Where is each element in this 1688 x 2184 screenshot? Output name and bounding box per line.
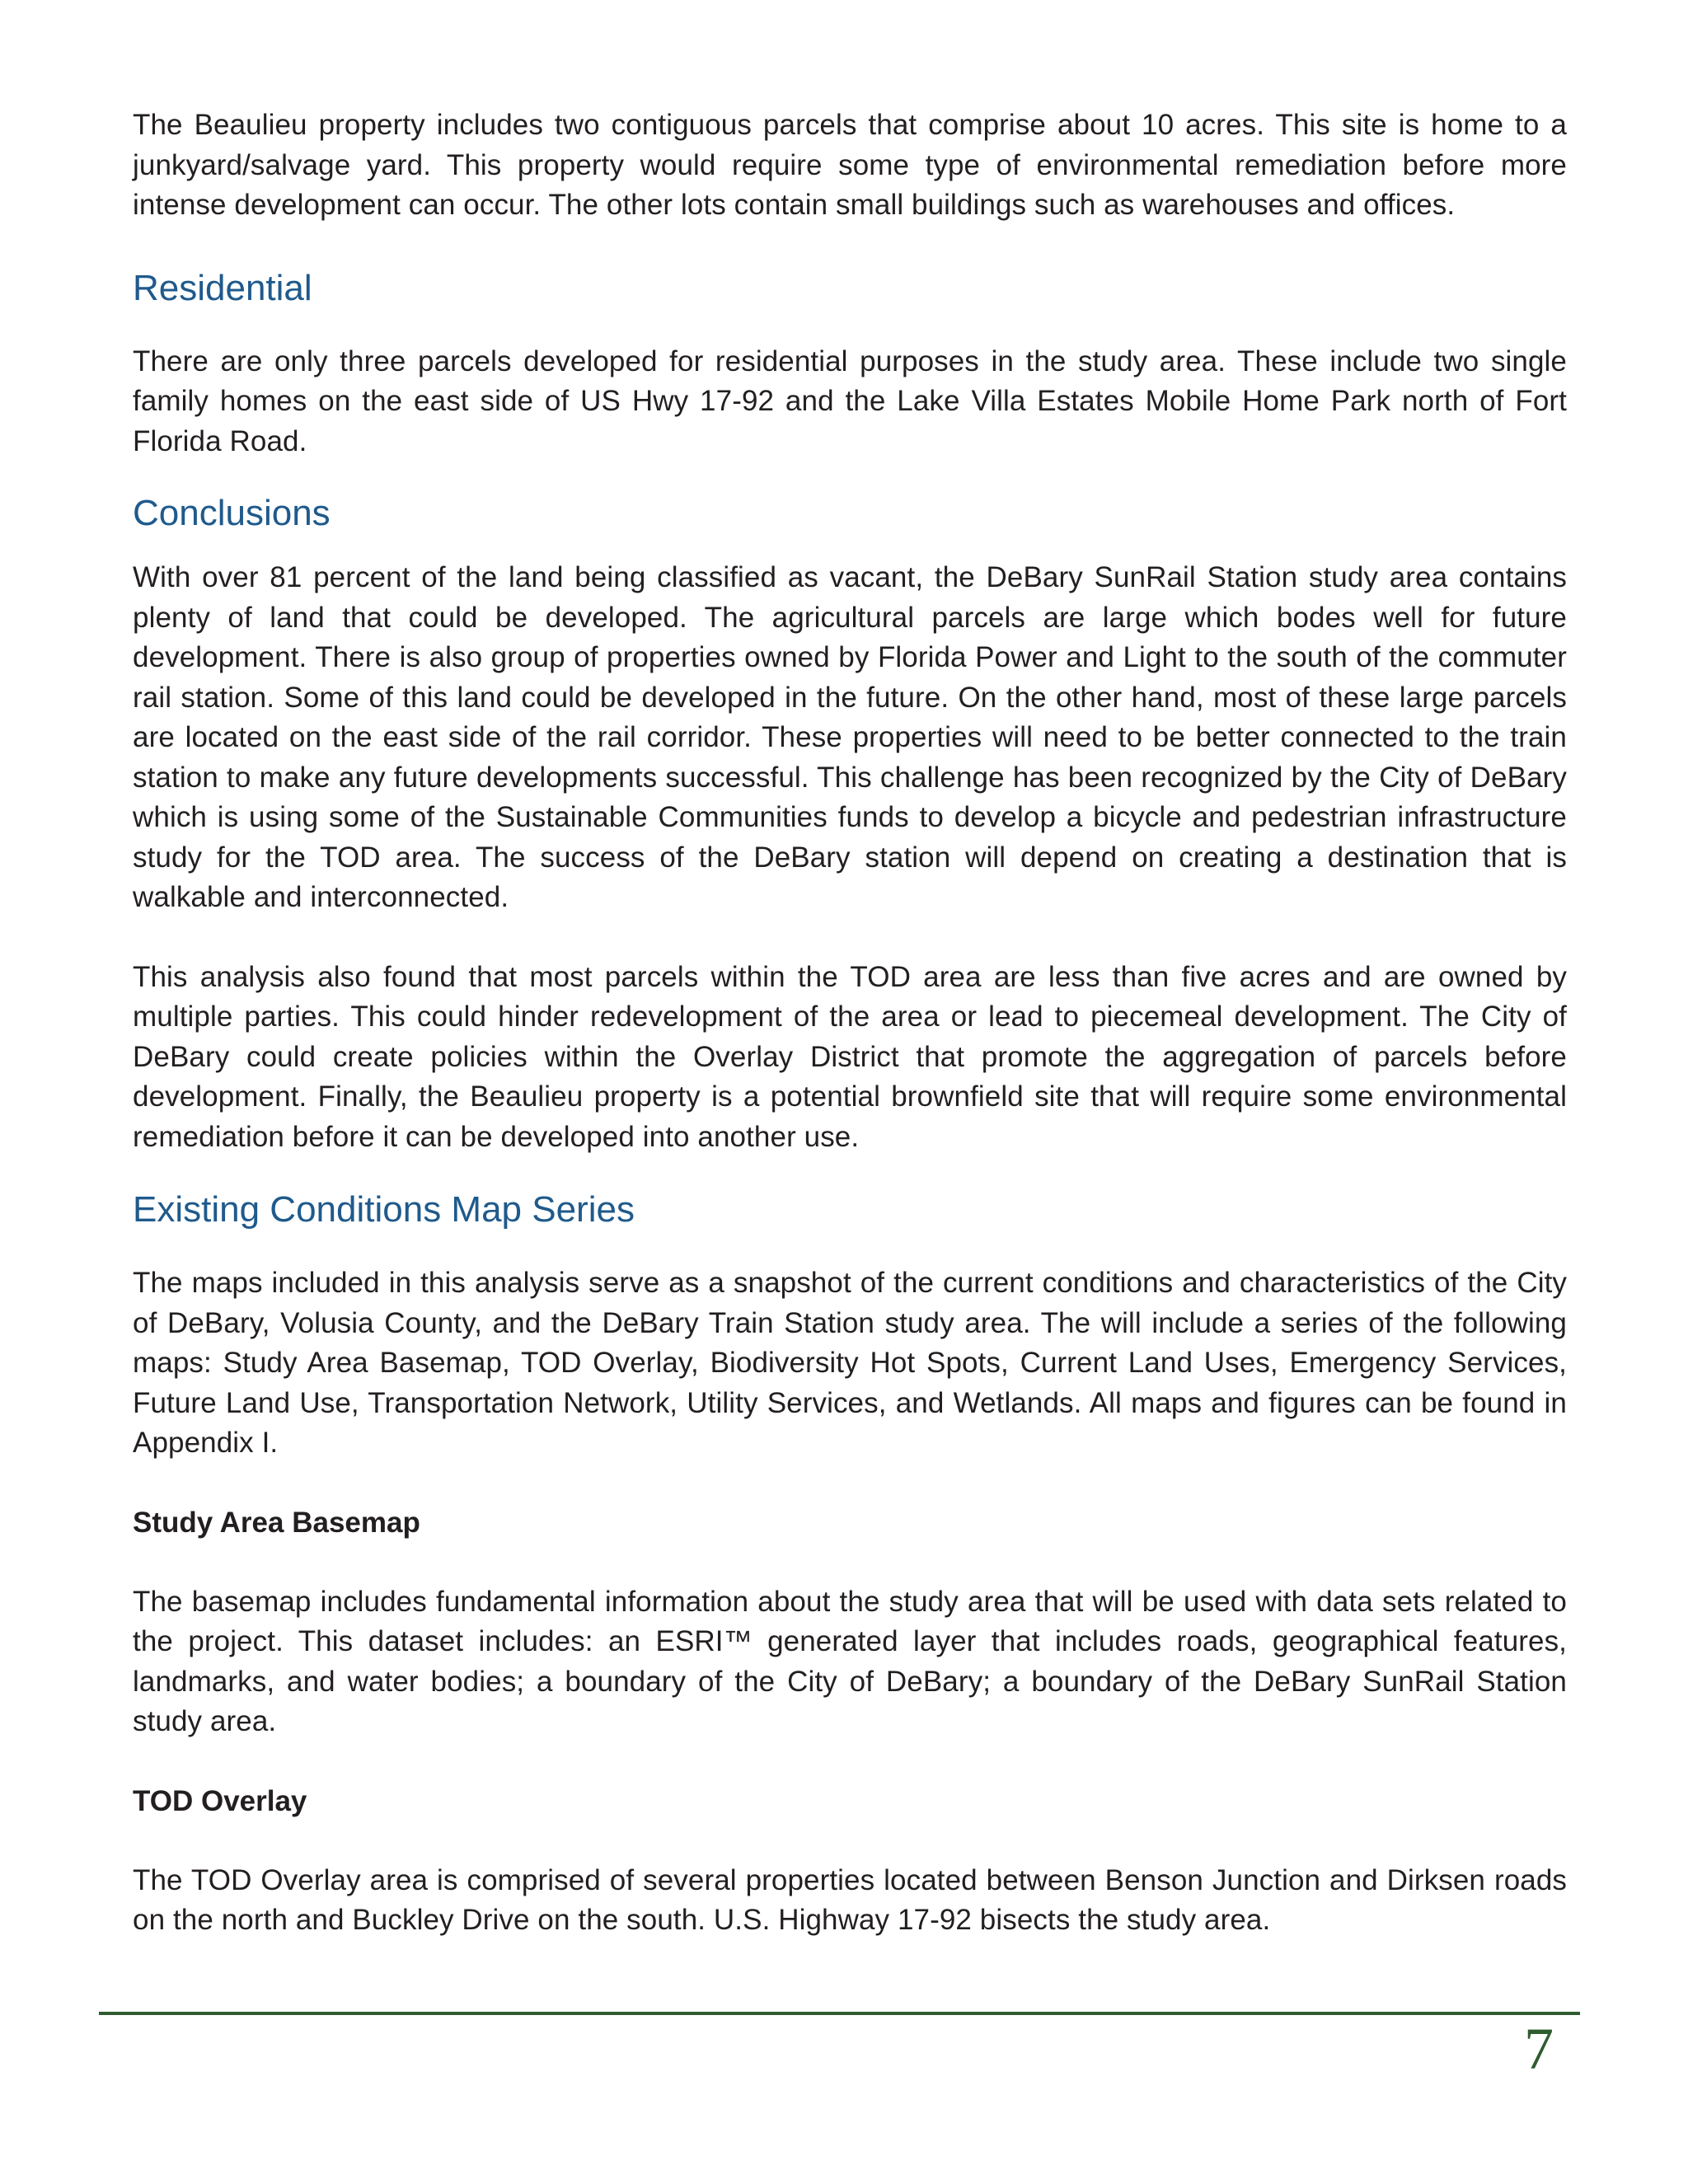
heading-map-series: Existing Conditions Map Series [133, 1189, 635, 1230]
subheading-tod-overlay: TOD Overlay [133, 1784, 307, 1817]
paragraph-conclusions-2: This analysis also found that most parcels within the TOD area are less than five acres and are owned by multiple parties. This could hinder redevelopment of the area or lead to piecemeal development. The City of DeBary could create policies within the Overlay District that promote the aggregation of parcels before development. Finally, the Beaulieu property is a potential brownfield site that will require some environmental remediation before it can be developed into another use. [133, 960, 1567, 1153]
footer-rule [99, 2012, 1580, 2015]
subheading-basemap: Study Area Basemap [133, 1506, 420, 1539]
paragraph-basemap: The basemap includes fundamental information about the study area that will be used with data sets related to the project. This dataset includes: an ESRI™ generated layer that includes roads, geographical features, landmarks, and water bodies; a boundary of the City of DeBary; a boundary of the DeBary SunRail Station study area. [133, 1585, 1567, 1737]
page-number: 7 [1524, 2016, 1554, 2082]
paragraph-conclusions-1: With over 81 percent of the land being classified as vacant, the DeBary SunRail Station study area contains plenty of land that could be developed. The agricultural parcels are large which bodes well for future development. There is also group of properties owned by Florida Power and Light to the south of the commuter rail station. Some of this land could be developed in the future. On the other hand, most of these large parcels are located on the east side of the rail corridor. These properties will need to be better connected to the train station to make any future developments successful. This challenge has been recognized by the City of DeBary which is using some of the Sustainable Communities funds to develop a bicycle and pedestrian infrastructure study for the TOD area. The success of the DeBary station will depend on creating a destination that is walkable and interconnected. [133, 561, 1567, 913]
document-body [133, 105, 1567, 1941]
paragraph-map-series: The maps included in this analysis serve as a snapshot of the current conditions and characteristics of the City of DeBary, Volusia County, and the DeBary Train Station study area. The will include a series of the following maps: Study Area Basemap, TOD Overlay, Biodiversity Hot Spots, Current Land Uses, Emergency Services, Future Land Use, Transportation Network, Utility Services, and Wetlands. All maps and figures can be found in Appendix I. [133, 1267, 1567, 1459]
heading-conclusions: Conclusions [133, 493, 331, 533]
paragraph-tod-overlay: The TOD Overlay area is comprised of several properties located between Benson Junction and Dirksen roads on the north and Buckley Drive on the south. U.S. Highway 17-92 bisects the study area. [133, 1863, 1567, 1936]
heading-residential: Residential [133, 267, 312, 308]
paragraph-residential: There are only three parcels developed for residential purposes in the study area. These include two single family homes on the east side of US Hwy 17-92 and the Lake Villa Estates Mobile Home Park north of Fort Florida Road. [133, 344, 1567, 457]
paragraph-beaulieu: The Beaulieu property includes two contiguous parcels that comprise about 10 acres. This site is home to a junkyard/salvage yard. This property would require some type of environmental remediation before more intense development can occur. The other lots contain small buildings such as warehouses and offices. [133, 109, 1567, 221]
